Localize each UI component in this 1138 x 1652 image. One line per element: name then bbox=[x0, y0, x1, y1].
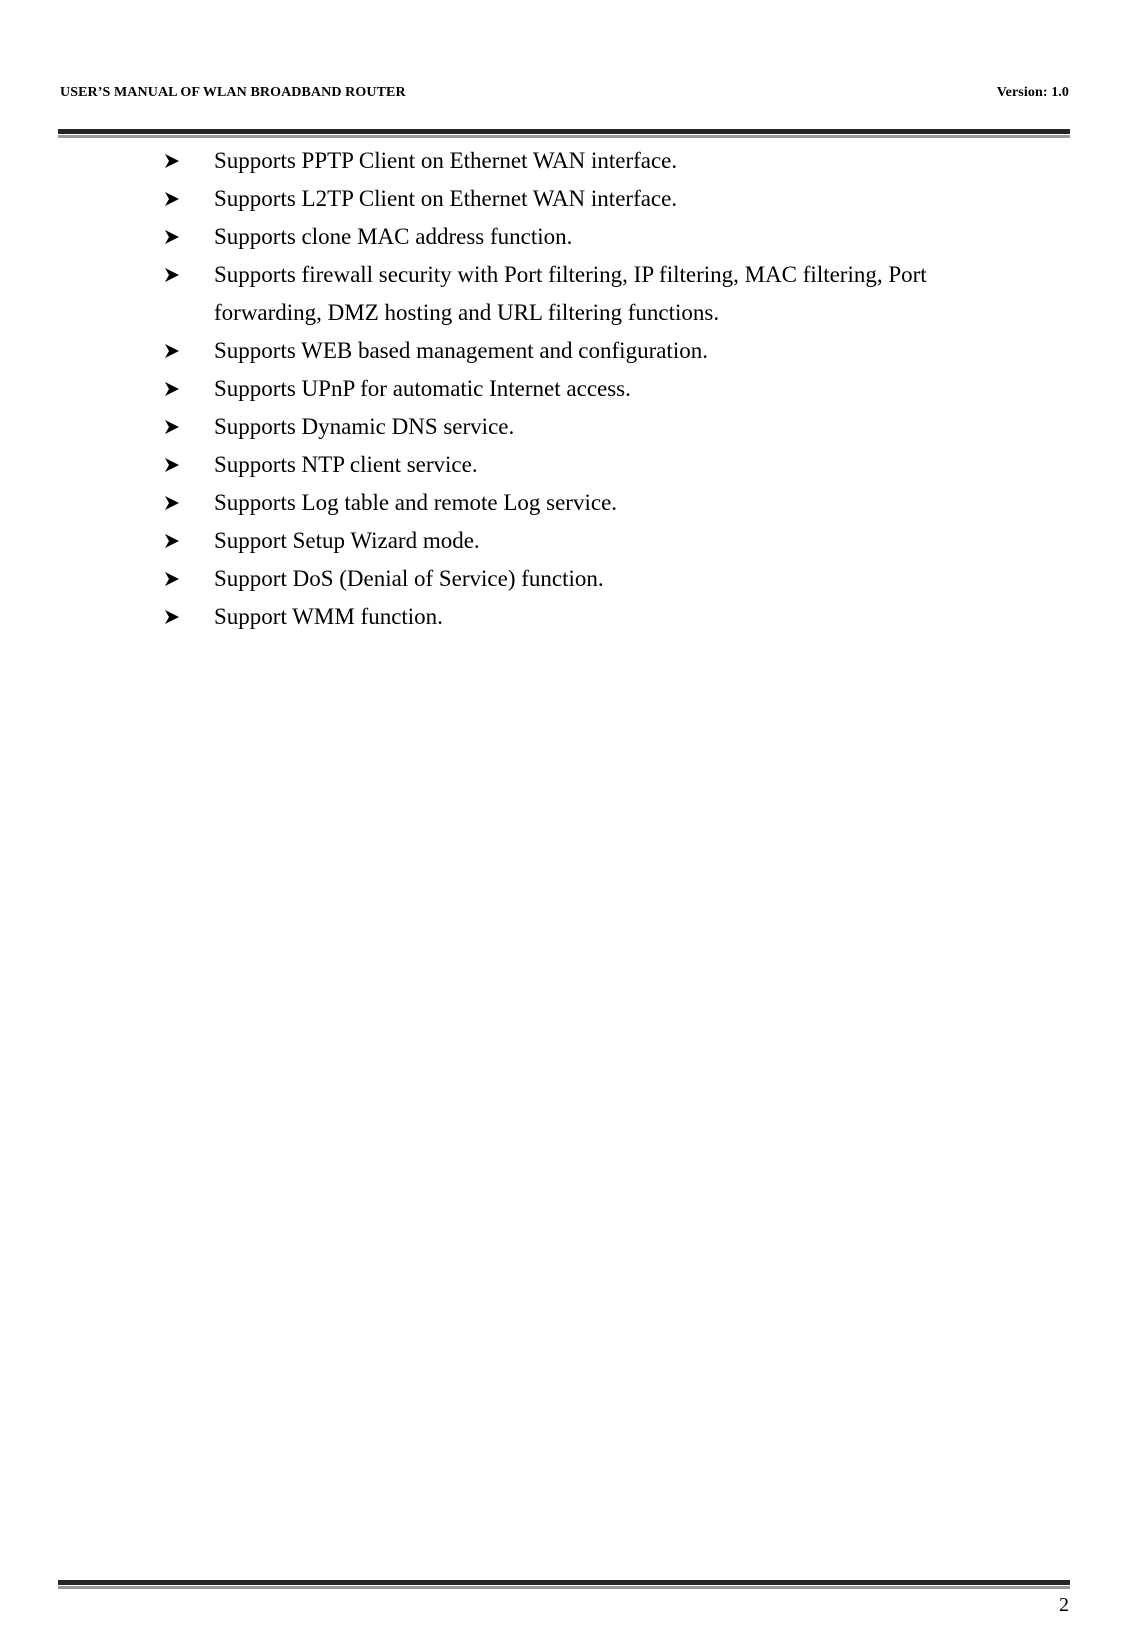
list-item bbox=[0, 446, 1138, 484]
version-label: Version: 1.0 bbox=[996, 85, 1069, 100]
page-number: 2 bbox=[1059, 1594, 1069, 1616]
arrowhead-bullet-icon bbox=[164, 560, 182, 598]
list-item bbox=[0, 332, 1138, 370]
list-item bbox=[0, 180, 1138, 218]
feature-text: Supports clone MAC address function. bbox=[214, 224, 573, 249]
feature-text: Supports UPnP for automatic Internet access. bbox=[214, 376, 631, 401]
footer-divider bbox=[58, 1580, 1070, 1589]
list-item bbox=[0, 408, 1138, 446]
feature-text: Supports WEB based management and configuration. bbox=[214, 338, 708, 363]
arrowhead-bullet-icon bbox=[164, 142, 182, 180]
arrowhead-bullet-icon bbox=[164, 484, 182, 522]
list-item bbox=[0, 142, 1138, 180]
list-item bbox=[0, 522, 1138, 560]
list-item bbox=[0, 370, 1138, 408]
arrowhead-bullet-icon bbox=[164, 598, 182, 636]
arrowhead-bullet-icon bbox=[164, 218, 182, 256]
arrowhead-bullet-icon bbox=[164, 370, 182, 408]
list-item bbox=[0, 598, 1138, 636]
feature-text: Support WMM function. bbox=[214, 604, 443, 629]
feature-text: Supports L2TP Client on Ethernet WAN interface. bbox=[214, 186, 678, 211]
arrowhead-bullet-icon bbox=[164, 180, 182, 218]
feature-text: Supports firewall security with Port filtering, IP filtering, MAC filtering, Port forwarding, DMZ hosting and URL filtering functions. bbox=[214, 262, 927, 325]
arrowhead-bullet-icon bbox=[164, 522, 182, 560]
feature-text: Supports Dynamic DNS service. bbox=[214, 414, 515, 439]
arrowhead-bullet-icon bbox=[164, 332, 182, 370]
feature-text: Supports Log table and remote Log service. bbox=[214, 490, 618, 515]
page-header bbox=[60, 85, 1069, 105]
manual-title: USER’S MANUAL OF WLAN BROADBAND ROUTER bbox=[60, 85, 406, 100]
feature-text: Support DoS (Denial of Service) function. bbox=[214, 566, 604, 591]
arrowhead-bullet-icon bbox=[164, 408, 182, 446]
list-item bbox=[0, 218, 1138, 256]
list-item bbox=[0, 256, 1138, 332]
feature-text: Supports PPTP Client on Ethernet WAN interface. bbox=[214, 148, 678, 173]
feature-text: Supports NTP client service. bbox=[214, 452, 478, 477]
arrowhead-bullet-icon bbox=[164, 256, 182, 294]
header-divider bbox=[58, 129, 1070, 138]
arrowhead-bullet-icon bbox=[164, 446, 182, 484]
list-item bbox=[0, 560, 1138, 598]
list-item bbox=[0, 484, 1138, 522]
feature-list bbox=[0, 142, 1138, 636]
feature-text: Support Setup Wizard mode. bbox=[214, 528, 480, 553]
